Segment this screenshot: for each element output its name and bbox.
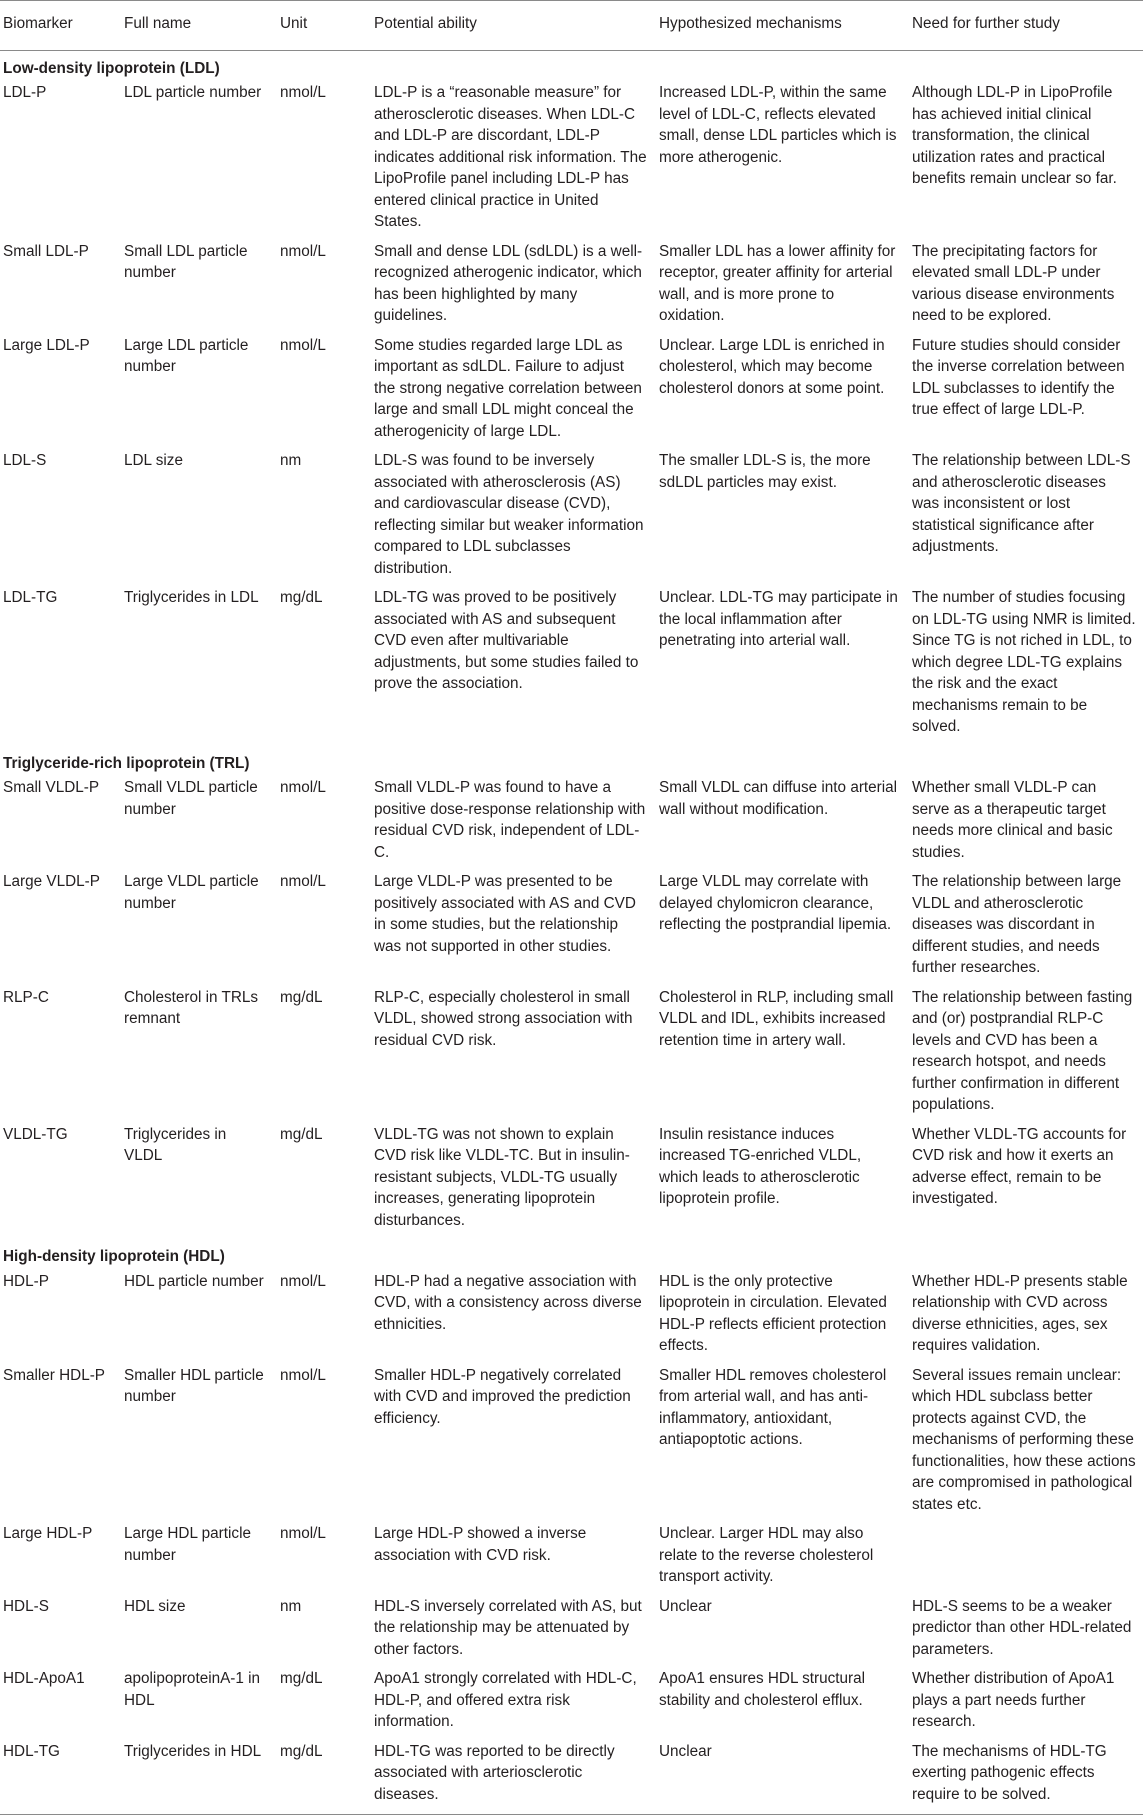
biomarker-cell: LDL-TG bbox=[3, 589, 58, 606]
mechanisms-cell: ApoA1 ensures HDL structural stability and cholesterol efflux. bbox=[659, 1670, 866, 1709]
table-row bbox=[0, 777, 1143, 871]
full-name-cell: Large VLDL particle number bbox=[124, 873, 259, 912]
full-name-cell: Triglycerides in VLDL bbox=[124, 1125, 227, 1164]
table-row bbox=[0, 1124, 1143, 1240]
unit-cell: nm bbox=[280, 452, 302, 469]
biomarker-cell: Smaller HDL-P bbox=[3, 1366, 105, 1384]
mechanisms-cell: Unclear bbox=[659, 1597, 712, 1615]
mechanisms-cell: The smaller LDL-S is, the more sdLDL particles may exist. bbox=[659, 452, 871, 491]
further-study-cell: Whether HDL-P presents stable relationship with CVD across diverse ethnicities, ages, sex requires validation. bbox=[912, 1272, 1128, 1354]
further-study-cell: The relationship between large VLDL and atherosclerotic diseases was discordant in different studies, and needs further researches. bbox=[912, 873, 1122, 976]
full-name-cell: Large LDL particle number bbox=[124, 336, 249, 375]
section-header-row bbox=[0, 1239, 1143, 1271]
mechanisms-cell: Smaller HDL removes cholesterol from arterial wall, and has anti-inflammatory, antioxidant, antiapoptotic actions. bbox=[659, 1366, 887, 1448]
unit-cell: nmol/L bbox=[280, 242, 326, 260]
table-row bbox=[0, 241, 1143, 335]
header-row bbox=[0, 1, 1143, 51]
mechanisms-cell: Smaller LDL has a lower affinity for receptor, greater affinity for arterial wall, and is more prone to oxidation. bbox=[659, 242, 896, 324]
unit-cell: nmol/L bbox=[280, 779, 326, 796]
biomarker-cell: LDL-P bbox=[3, 84, 47, 101]
potential-ability-cell: LDL-TG was proved to be positively associated with AS and subsequent CVD even after multivariable adjustments, but some studies failed to prove the association. bbox=[374, 589, 639, 692]
potential-ability-cell: LDL-S was found to be inversely associated with atherosclerosis (AS) and cardiovascular disease (CVD), reflecting similar but weaker information compared to LDL subclasses distribution. bbox=[374, 452, 644, 577]
full-name-cell: HDL particle number bbox=[124, 1272, 264, 1290]
unit-cell: mg/dL bbox=[280, 1125, 323, 1143]
section-title: Low-density lipoprotein (LDL) bbox=[3, 59, 220, 77]
unit-cell: nmol/L bbox=[280, 1525, 326, 1542]
header-biomarker: Biomarker bbox=[0, 1, 118, 51]
potential-ability-cell: ApoA1 strongly correlated with HDL-C, HDL-P, and offered extra risk information. bbox=[374, 1670, 637, 1730]
unit-cell: mg/dL bbox=[280, 988, 323, 1006]
further-study-cell: Whether distribution of ApoA1 plays a part needs further research. bbox=[912, 1670, 1115, 1730]
mechanisms-cell: Cholesterol in RLP, including small VLDL and IDL, exhibits increased retention time in artery wall. bbox=[659, 988, 894, 1049]
biomarker-cell: Large HDL-P bbox=[3, 1525, 93, 1542]
potential-ability-cell: HDL-TG was reported to be directly associated with arteriosclerotic diseases. bbox=[368, 1741, 653, 1815]
section-title: Triglyceride-rich lipoprotein (TRL) bbox=[3, 754, 250, 772]
mechanisms-cell: Unclear. LDL-TG may participate in the local inflammation after penetrating into arterial wall. bbox=[659, 589, 898, 649]
biomarker-cell: Large VLDL-P bbox=[3, 873, 100, 890]
potential-ability-cell: Smaller HDL-P negatively correlated with CVD and improved the prediction efficiency. bbox=[374, 1366, 631, 1427]
mechanisms-cell: HDL is the only protective lipoprotein in circulation. Elevated HDL-P reflects efficient protection effects. bbox=[659, 1272, 887, 1354]
further-study-cell: Several issues remain unclear: which HDL subclass better protects against CVD, the mechanisms of performing these functionalities, how these actions are compromised in pathological states etc. bbox=[912, 1366, 1136, 1513]
further-study-cell: Future studies should consider the inverse correlation between LDL subclasses to identify the true effect of large LDL-P. bbox=[912, 336, 1125, 418]
full-name-cell: Small LDL particle number bbox=[124, 242, 248, 281]
table-row bbox=[0, 587, 1143, 746]
full-name-cell: LDL size bbox=[124, 452, 183, 469]
potential-ability-cell: HDL-S inversely correlated with AS, but the relationship may be attenuated by other factors. bbox=[374, 1597, 642, 1658]
potential-ability-cell: VLDL-TG was not shown to explain CVD risk like VLDL-TC. But in insulin-resistant subjects, VLDL-TG usually increases, generating lipoprotein disturbances. bbox=[374, 1125, 630, 1229]
table-row bbox=[0, 987, 1143, 1124]
header-potential-ability: Potential ability bbox=[368, 1, 653, 51]
biomarker-cell: HDL-P bbox=[3, 1272, 49, 1290]
full-name-cell: LDL particle number bbox=[124, 84, 262, 101]
further-study-cell: The relationship between fasting and (or) postprandial RLP-C levels and CVD has been a research hotspot, and needs further confirmation in different populations. bbox=[912, 988, 1133, 1113]
mechanisms-cell: Unclear. Large LDL is enriched in cholesterol, which may become cholesterol donors at some point. bbox=[659, 336, 885, 397]
section-header-row bbox=[0, 50, 1143, 82]
potential-ability-cell: HDL-P had a negative association with CVD, with a consistency across diverse ethnicities. bbox=[374, 1272, 642, 1333]
further-study-cell: Although LDL-P in LipoProfile has achieved initial clinical transformation, the clinical utilization rates and practical benefits remain unclear so far. bbox=[912, 84, 1117, 187]
biomarker-cell: HDL-TG bbox=[0, 1741, 118, 1815]
header-full-name: Full name bbox=[118, 1, 274, 51]
mechanisms-cell: Large VLDL may correlate with delayed chylomicron clearance, reflecting the postprandial lipemia. bbox=[659, 873, 892, 933]
biomarker-cell: Small VLDL-P bbox=[3, 779, 100, 796]
unit-cell: nmol/L bbox=[280, 336, 326, 354]
table-row bbox=[0, 1596, 1143, 1669]
table-row bbox=[0, 1523, 1143, 1596]
unit-cell: nmol/L bbox=[280, 873, 326, 890]
unit-cell: nm bbox=[280, 1597, 302, 1615]
header-unit: Unit bbox=[274, 1, 368, 51]
biomarker-cell: Small LDL-P bbox=[3, 242, 89, 260]
potential-ability-cell: Small VLDL-P was found to have a positive dose-response relationship with residual CVD risk, independent of LDL-C. bbox=[374, 779, 646, 861]
biomarker-cell: HDL-S bbox=[3, 1597, 49, 1615]
unit-cell: mg/dL bbox=[274, 1741, 368, 1815]
potential-ability-cell: Small and dense LDL (sdLDL) is a well-recognized atherogenic indicator, which has been highlighted by many guidelines. bbox=[374, 242, 643, 324]
further-study-cell: The precipitating factors for elevated small LDL-P under various disease environments need to be explored. bbox=[912, 242, 1115, 324]
table-row bbox=[0, 450, 1143, 587]
mechanisms-cell: Unclear. Larger HDL may also relate to the reverse cholesterol transport activity. bbox=[659, 1525, 874, 1585]
unit-cell: nmol/L bbox=[280, 1366, 326, 1384]
full-name-cell: Smaller HDL particle number bbox=[124, 1366, 264, 1405]
table-body bbox=[0, 50, 1143, 1815]
further-study-cell bbox=[906, 1523, 1143, 1596]
unit-cell: mg/dL bbox=[280, 1670, 323, 1687]
full-name-cell: Triglycerides in LDL bbox=[124, 589, 259, 606]
table-row bbox=[0, 1668, 1143, 1741]
full-name-cell: Cholesterol in TRLs remnant bbox=[124, 988, 259, 1027]
header-hypothesized-mechanisms: Hypothesized mechanisms bbox=[653, 1, 906, 51]
mechanisms-cell: Unclear bbox=[653, 1741, 906, 1815]
full-name-cell: apolipoproteinA-1 in HDL bbox=[124, 1670, 261, 1709]
biomarker-cell: Large LDL-P bbox=[3, 336, 90, 354]
further-study-cell: The relationship between LDL-S and atherosclerotic diseases was inconsistent or lost statistical significance after adjustments. bbox=[912, 452, 1131, 555]
biomarker-cell: HDL-ApoA1 bbox=[3, 1670, 85, 1687]
full-name-cell: Triglycerides in HDL bbox=[118, 1741, 274, 1815]
mechanisms-cell: Insulin resistance induces increased TG-enriched VLDL, which leads to atherosclerotic lipoprotein profile. bbox=[659, 1125, 862, 1207]
biomarker-cell: LDL-S bbox=[3, 452, 47, 469]
potential-ability-cell: LDL-P is a “reasonable measure” for atherosclerotic diseases. When LDL-C and LDL-P are discordant, LDL-P indicates additional risk information. The LipoProfile panel including LDL-P has entered clinical practice in United States. bbox=[374, 84, 647, 230]
table-row bbox=[0, 1741, 1143, 1815]
table-row bbox=[0, 1365, 1143, 1524]
table-row bbox=[0, 871, 1143, 987]
full-name-cell: HDL size bbox=[124, 1597, 186, 1615]
mechanisms-cell: Small VLDL can diffuse into arterial wall without modification. bbox=[659, 779, 898, 818]
further-study-cell: HDL-S seems to be a weaker predictor than other HDL-related parameters. bbox=[912, 1597, 1132, 1658]
potential-ability-cell: Large HDL-P showed a inverse association with CVD risk. bbox=[374, 1525, 587, 1564]
section-title: High-density lipoprotein (HDL) bbox=[3, 1248, 225, 1265]
table-row bbox=[0, 82, 1143, 241]
full-name-cell: Small VLDL particle number bbox=[124, 779, 258, 818]
potential-ability-cell: RLP-C, especially cholesterol in small VLDL, showed strong association with residual CVD risk. bbox=[374, 988, 633, 1049]
unit-cell: nmol/L bbox=[280, 84, 326, 101]
table-row bbox=[0, 335, 1143, 451]
table-row bbox=[0, 1271, 1143, 1365]
potential-ability-cell: Large VLDL-P was presented to be positively associated with AS and CVD in some studies, but the relationship was not supported in other studies. bbox=[374, 873, 636, 955]
biomarker-cell: VLDL-TG bbox=[3, 1125, 68, 1143]
full-name-cell: Large HDL particle number bbox=[124, 1525, 251, 1564]
further-study-cell: The number of studies focusing on LDL-TG using NMR is limited. Since TG is not riched in LDL, to which degree LDL-TG explains the risk and the exact mechanisms remain to be solved. bbox=[912, 589, 1136, 735]
unit-cell: nmol/L bbox=[280, 1272, 326, 1290]
section-header-row bbox=[0, 746, 1143, 778]
further-study-cell: Whether small VLDL-P can serve as a therapeutic target needs more clinical and basic studies. bbox=[912, 779, 1113, 861]
biomarker-cell: RLP-C bbox=[3, 988, 49, 1006]
header-need-for-further-study: Need for further study bbox=[906, 1, 1143, 51]
potential-ability-cell: Some studies regarded large LDL as important as sdLDL. Failure to adjust the strong negative correlation between large and small LDL might conceal the atherogenicity of large LDL. bbox=[374, 336, 642, 440]
further-study-cell: The mechanisms of HDL-TG exerting pathogenic effects require to be solved. bbox=[906, 1741, 1143, 1815]
further-study-cell: Whether VLDL-TG accounts for CVD risk and how it exerts an adverse effect, remain to be investigated. bbox=[912, 1125, 1127, 1207]
unit-cell: mg/dL bbox=[280, 589, 323, 606]
mechanisms-cell: Increased LDL-P, within the same level of LDL-C, reflects elevated small, dense LDL particles which is more atherogenic. bbox=[659, 84, 897, 166]
